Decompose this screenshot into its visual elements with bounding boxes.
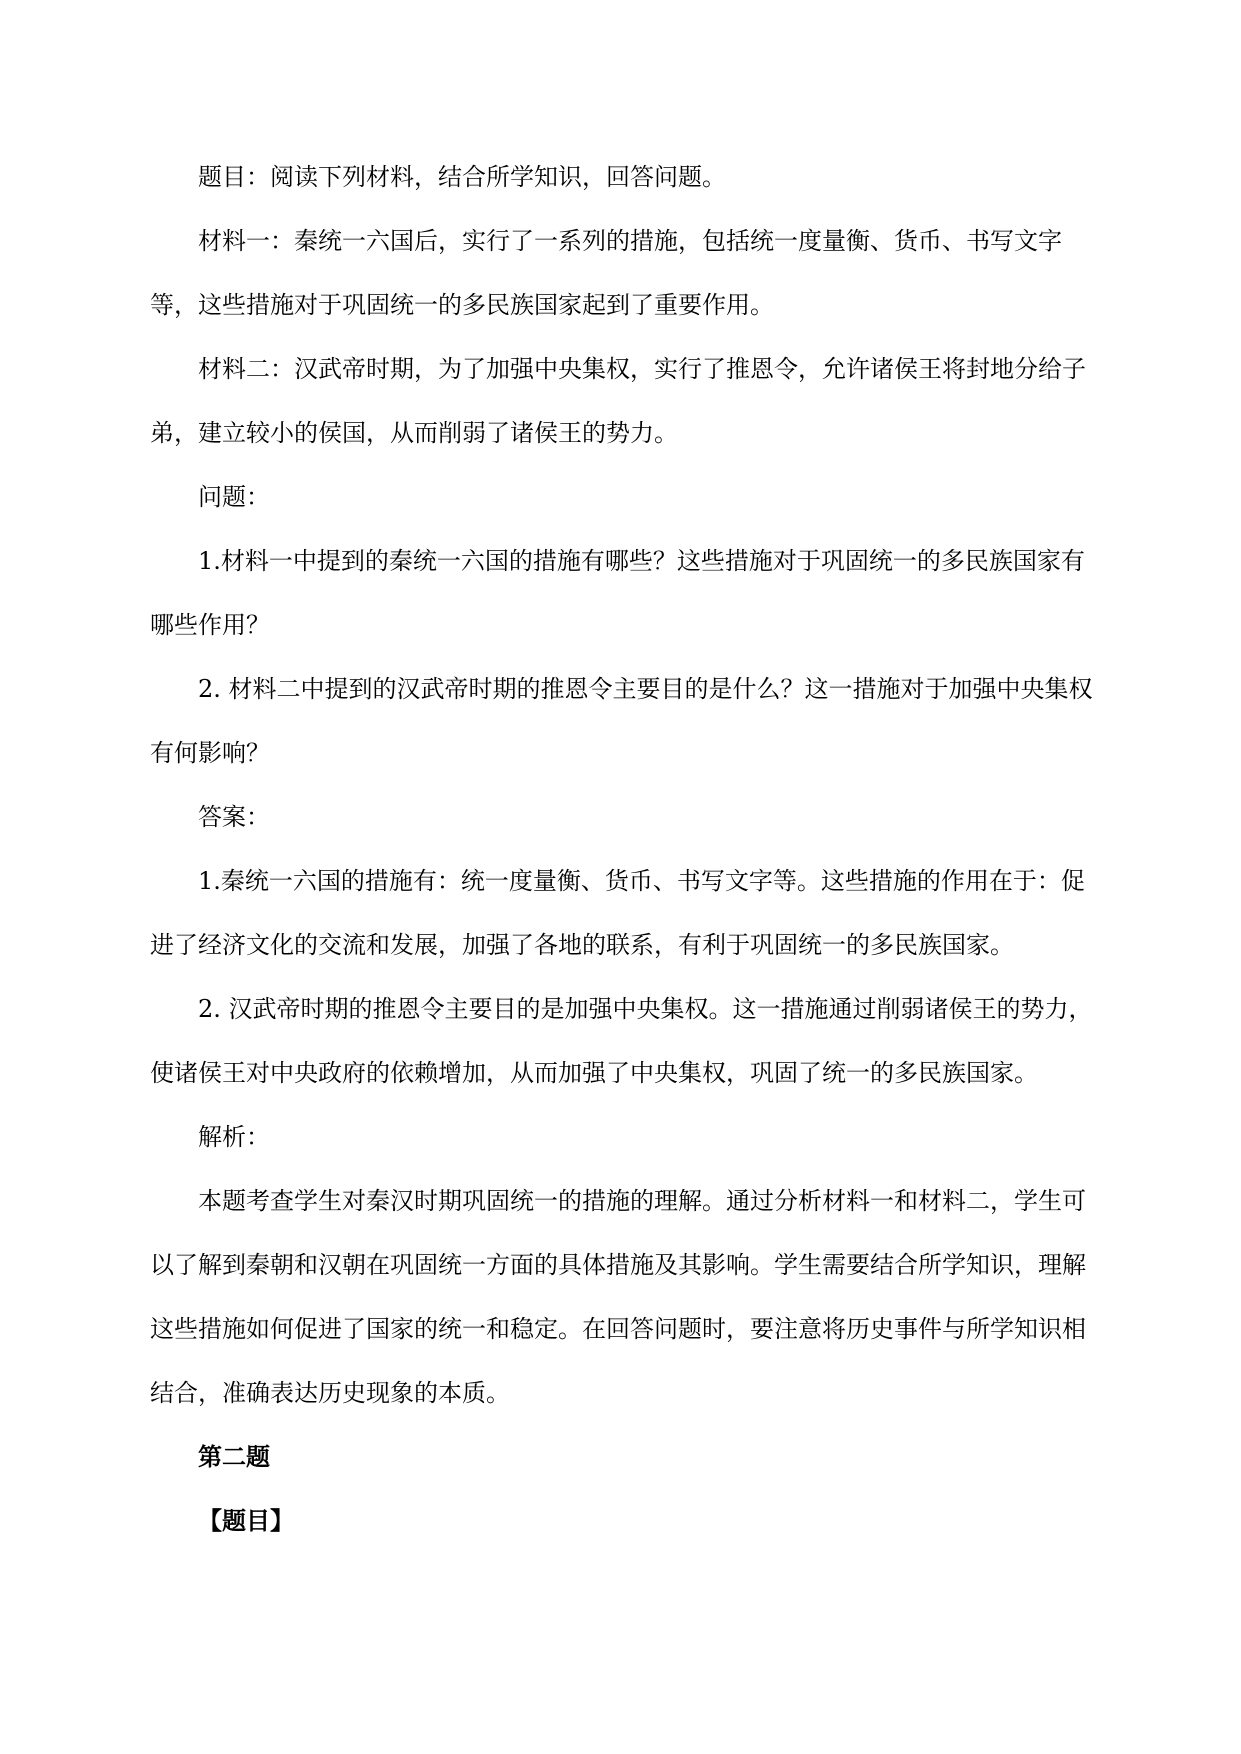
- answer-heading: 答案：: [198, 803, 270, 831]
- question-two: 2. 材料二中提到的汉武帝时期的推恩令主要目的是什么？这一措施对于加强中央集权有何影响？: [150, 675, 1093, 767]
- section-two-question-label: 【题目】: [198, 1506, 294, 1535]
- material-one: 材料一：秦统一六国后，实行了一系列的措施，包括统一度量衡、货币、书写文字等，这些措施对于巩固统一的多民族国家起到了重要作用。: [150, 227, 1062, 319]
- analysis-heading: 解析：: [198, 1123, 270, 1151]
- document-body: [150, 145, 1100, 1553]
- questions-heading: 问题：: [198, 483, 270, 511]
- material-two: 材料二：汉武帝时期，为了加强中央集权，实行了推恩令，允许诸侯王将封地分给子弟，建立较小的侯国，从而削弱了诸侯王的势力。: [150, 355, 1086, 447]
- question-one: 1.材料一中提到的秦统一六国的措施有哪些？这些措施对于巩固统一的多民族国家有哪些作用？: [150, 547, 1085, 639]
- analysis-text: 本题考查学生对秦汉时期巩固统一的措施的理解。通过分析材料一和材料二，学生可以了解到秦朝和汉朝在巩固统一方面的具体措施及其影响。学生需要结合所学知识，理解这些措施如何促进了国家的统一和稳定。在回答问题时，要注意将历史事件与所学知识相结合，准确表达历史现象的本质。: [150, 1187, 1086, 1407]
- answer-one: 1.秦统一六国的措施有：统一度量衡、货币、书写文字等。这些措施的作用在于：促进了经济文化的交流和发展，加强了各地的联系，有利于巩固统一的多民族国家。: [150, 867, 1085, 959]
- section-two-title: 第二题: [198, 1442, 270, 1471]
- question-intro: 题目：阅读下列材料，结合所学知识，回答问题。: [198, 163, 726, 191]
- answer-two: 2. 汉武帝时期的推恩令主要目的是加强中央集权。这一措施通过削弱诸侯王的势力，使诸侯王对中央政府的依赖增加，从而加强了中央集权，巩固了统一的多民族国家。: [150, 995, 1093, 1087]
